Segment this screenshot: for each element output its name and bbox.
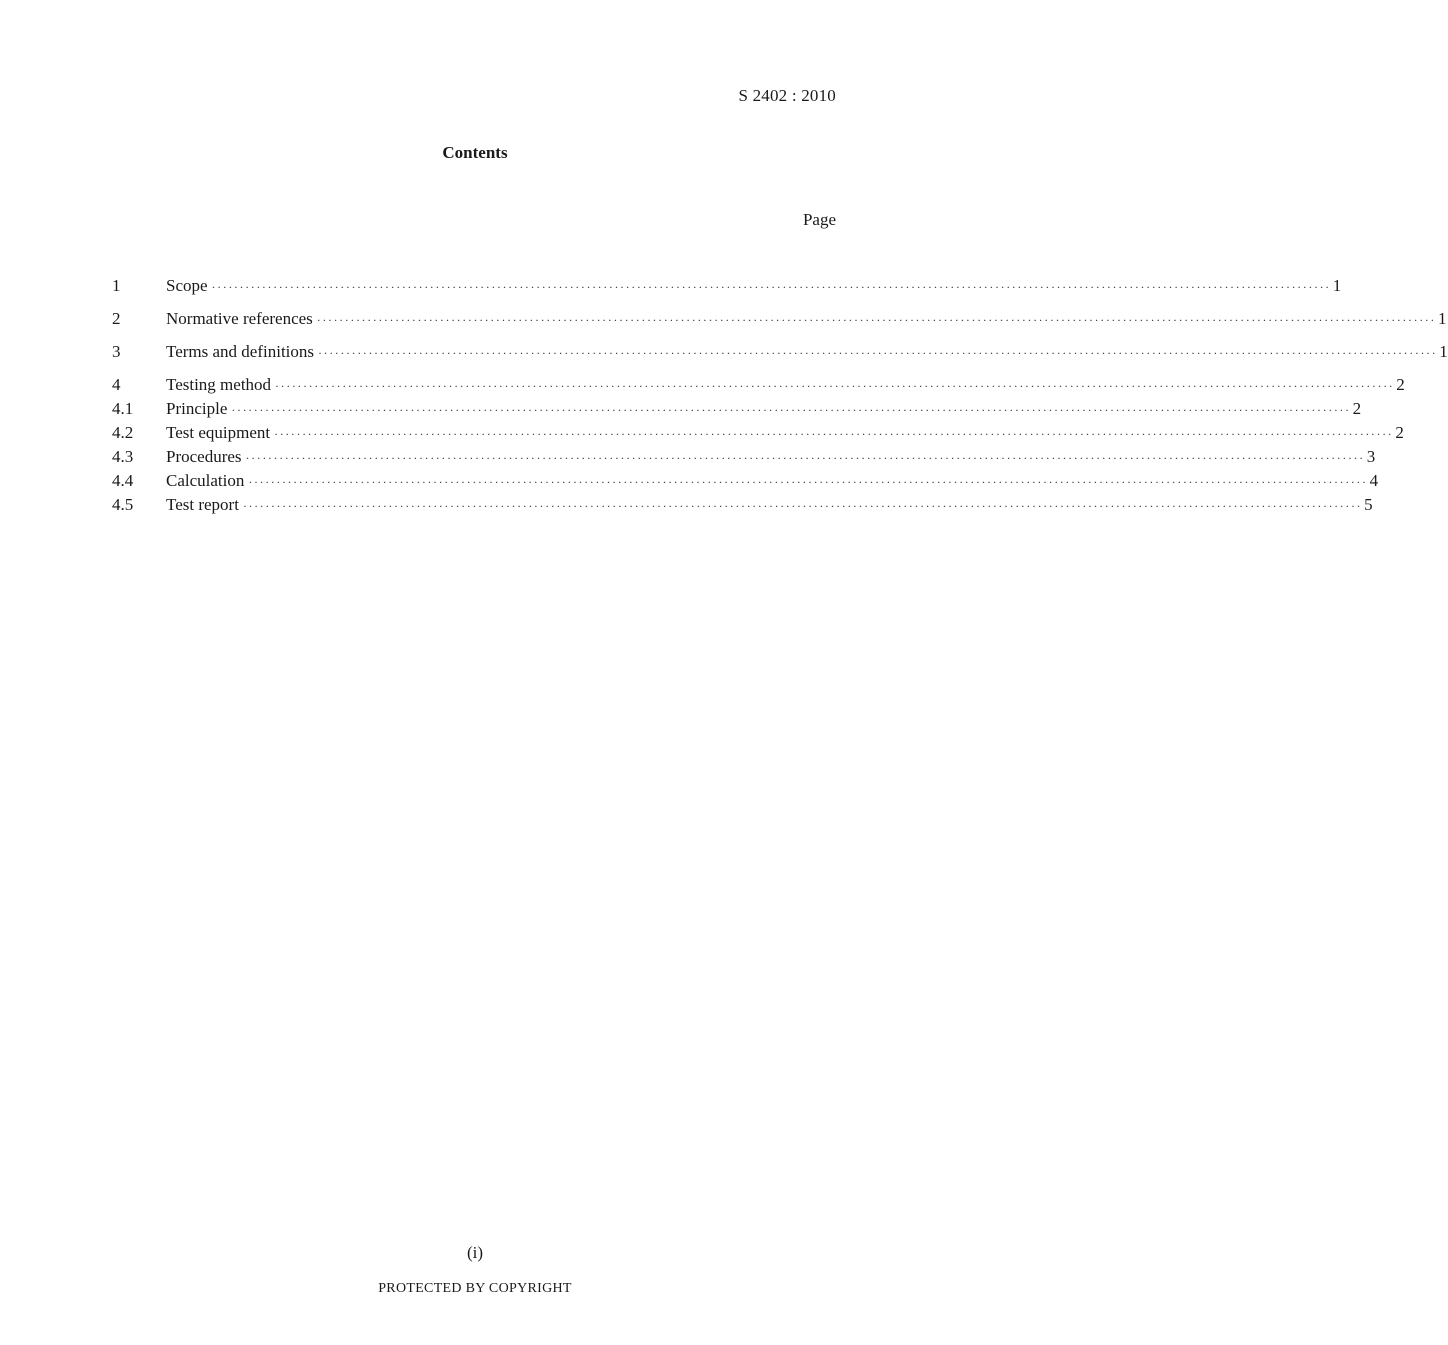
toc-entry-number: 4.3 [112,447,134,466]
toc-entry-title: Procedures [166,447,242,466]
toc-entry-number: 3 [112,342,121,361]
toc-entry-page: 5 [1364,495,1373,514]
toc-entry-title: Terms and definitions [166,342,315,361]
table-of-contents [112,276,1448,519]
page-column-label: Page [802,210,836,229]
toc-entry-page: 1 [1438,309,1447,328]
toc-entry-page: 4 [1369,471,1379,490]
toc-entry-principle[interactable] [112,399,1362,423]
page-number: (i) [466,1243,484,1262]
dot-leader: ········································································································································································································ [316,313,1436,327]
dot-leader: ········································································································································································································ [242,499,1363,513]
dot-leader: ········································································································································································································ [245,451,1365,465]
toc-entry-page: 2 [1396,375,1405,394]
toc-entry-page: 1 [1439,342,1448,361]
toc-entry-title: Testing method [166,375,272,394]
toc-entry-scope[interactable] [112,276,1342,300]
toc-entry-number: 2 [112,309,121,328]
toc-entry-calculation[interactable] [112,471,1379,495]
toc-entry-title: Principle [166,399,228,418]
toc-entry-number: 4.2 [112,423,134,442]
toc-entry-title: Scope [166,276,208,295]
document-number: S 2402 : 2010 [738,86,836,105]
contents-title: Contents [442,143,508,162]
toc-entry-test-report[interactable] [112,495,1373,519]
toc-entry-terms-and-definitions[interactable] [112,342,1448,366]
toc-entry-page: 1 [1332,276,1342,295]
toc-entry-normative-references[interactable] [112,309,1447,333]
dot-leader: ········································································································································································································ [275,379,1395,393]
copyright-notice: PROTECTED BY COPYRIGHT [378,1281,572,1296]
dot-leader: ········································································································································································································ [211,280,1331,294]
toc-entry-title: Normative references [166,309,313,328]
toc-entry-procedures[interactable] [112,447,1376,471]
dot-leader: ········································································································································································································ [231,403,1351,417]
toc-entry-number: 1 [112,276,121,295]
dot-leader: ········································································································································································································ [248,475,1368,489]
dot-leader: ········································································································································································································ [318,346,1438,360]
toc-entry-number: 4.5 [112,495,134,514]
toc-entry-title: Calculation [166,471,245,490]
toc-entry-page: 3 [1366,447,1376,466]
toc-entry-title: Test report [166,495,239,514]
toc-entry-page: 2 [1395,423,1404,442]
toc-entry-test-equipment[interactable] [112,423,1404,447]
toc-entry-title: Test equipment [166,423,271,442]
toc-entry-testing-method[interactable] [112,375,1405,399]
toc-entry-number: 4 [112,375,121,394]
toc-entry-page: 2 [1352,399,1362,418]
toc-entry-number: 4.1 [112,399,134,418]
dot-leader: ········································································································································································································ [274,427,1394,441]
toc-entry-number: 4.4 [112,471,134,490]
